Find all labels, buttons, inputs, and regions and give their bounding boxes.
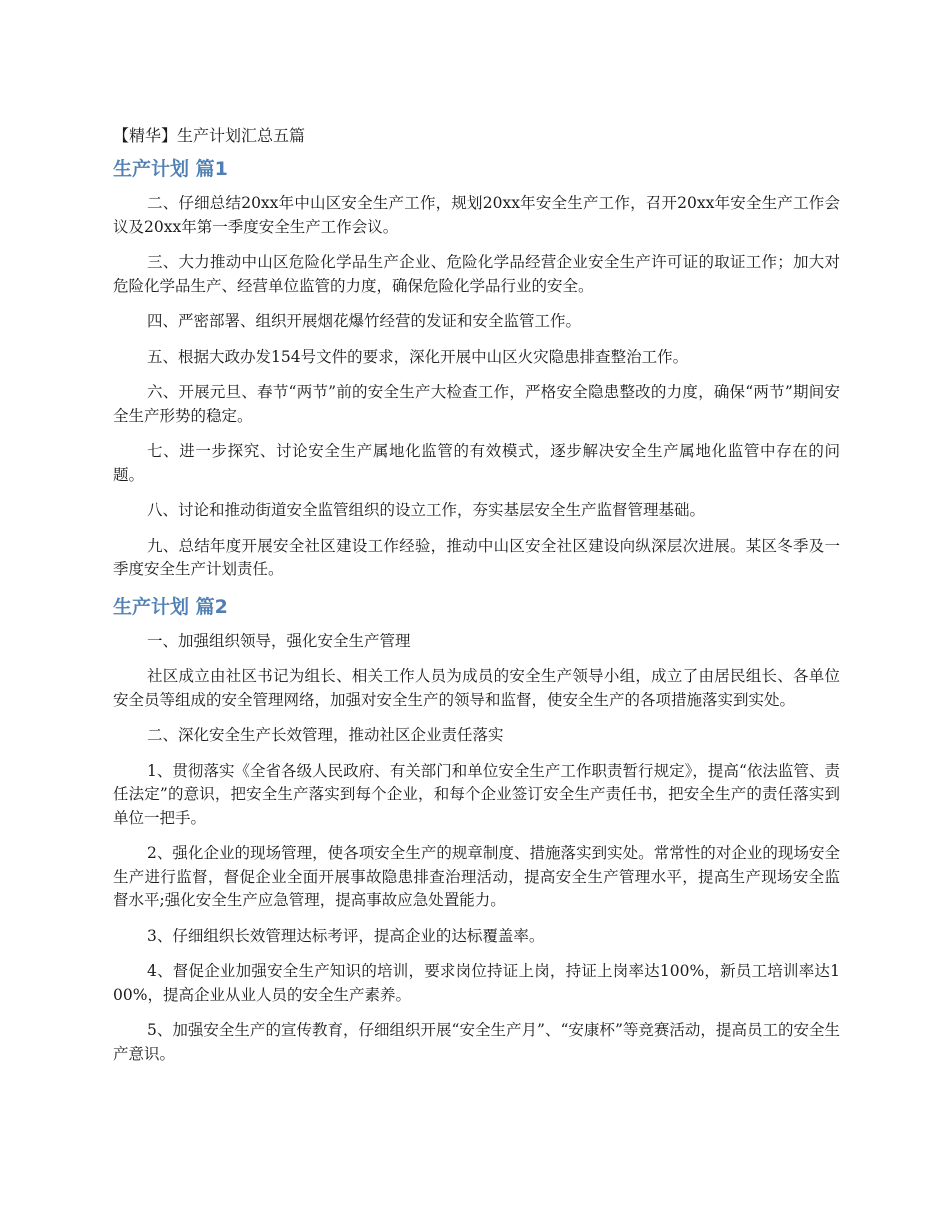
paragraph: 5、加强安全生产的宣传教育，仔细组织开展“安全生产月”、“安康杯”等竞赛活动，提高员工的安全生产意识。 [113, 1021, 840, 1063]
document-page [113, 124, 840, 1078]
paragraph: 4、督促企业加强安全生产知识的培训，要求岗位持证上岗，持证上岗率达100%，新员工培训率达100%，提高企业从业人员的安全生产素养。 [113, 962, 840, 1004]
paragraph: 六、开展元旦、春节“两节”前的安全生产大检查工作，严格安全隐患整改的力度，确保“两节”期间安全生产形势的稳定。 [113, 383, 840, 425]
document-title: 【精华】生产计划汇总五篇 [113, 126, 306, 145]
paragraph: 三、大力推动中山区危险化学品生产企业、危险化学品经营企业安全生产许可证的取证工作；加大对危险化学品生产、经营单位监管的力度，确保危险化学品行业的安全。 [113, 253, 840, 295]
section-heading: 生产计划 篇2 [113, 595, 228, 618]
paragraph: 2、强化企业的现场管理，使各项安全生产的规章制度、措施落实到实处。常常性的对企业的现场安全生产进行监督，督促企业全面开展事故隐患排查治理活动，提高安全生产管理水平，提高生产现场安全监督水平;强化安全生产应急管理，提高事故应急处置能力。 [113, 844, 840, 909]
section-heading: 生产计划 篇1 [113, 158, 228, 180]
paragraph: 七、进一步探究、讨论安全生产属地化监管的有效模式，逐步解决安全生产属地化监管中存在的问题。 [113, 442, 840, 484]
paragraph: 1、贯彻落实《全省各级人民政府、有关部门和单位安全生产工作职责暂行规定》，提高“依法监管、责任法定”的意识，把安全生产落实到每个企业，和每个企业签订安全生产责任书，把安全生产的责任落实到单位一把手。 [113, 761, 840, 827]
paragraph: 四、严密部署、组织开展烟花爆竹经营的发证和安全监管工作。 [147, 312, 582, 330]
paragraph: 社区成立由社区书记为组长、相关工作人员为成员的安全生产领导小组，成立了由居民组长、各单位安全员等组成的安全管理网络，加强对安全生产的领导和监督，使安全生产的各项措施落实到实处。 [113, 667, 840, 709]
paragraph: 3、仔细组织长效管理达标考评，提高企业的达标覆盖率。 [147, 926, 545, 945]
paragraph: 二、仔细总结20xx年中山区安全生产工作，规划20xx年安全生产工作，召开20xx年安全生产工作会议及20xx年第一季度安全生产工作会议。 [113, 194, 840, 236]
paragraph: 八、讨论和推动街道安全监管组织的设立工作，夯实基层安全生产监督管理基础。 [147, 501, 706, 519]
section-1 [113, 156, 840, 582]
paragraph: 一、加强组织领导，强化安全生产管理 [147, 631, 411, 650]
paragraph: 二、深化安全生产长效管理，推动社区企业责任落实 [147, 726, 504, 744]
section-2 [113, 594, 840, 1067]
paragraph: 九、总结年度开展安全社区建设工作经验，推动中山区安全社区建设向纵深层次进展。某区冬季及一季度安全生产计划责任。 [113, 536, 840, 578]
paragraph: 五、根据大政办发154号文件的要求，深化开展中山区火灾隐患排查整治工作。 [147, 347, 689, 366]
